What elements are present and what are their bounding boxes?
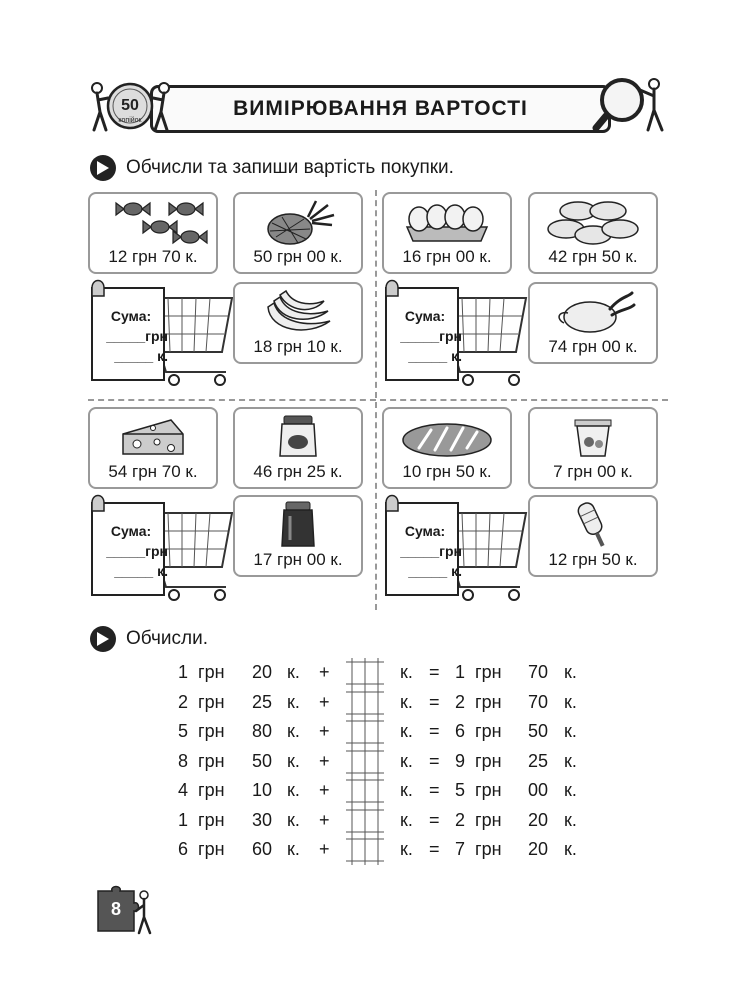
equation-row bbox=[178, 839, 598, 865]
result-uah: 9 bbox=[455, 751, 466, 771]
answer-cells[interactable] bbox=[344, 776, 386, 806]
price-label: 12 грн 50 к. bbox=[548, 550, 638, 569]
kop-label: к. bbox=[400, 810, 413, 830]
sum-kop-label: к. bbox=[157, 348, 168, 364]
honey-jar-icon bbox=[235, 413, 361, 461]
coin-logo bbox=[88, 76, 173, 136]
sum-kop-label: к. bbox=[451, 348, 462, 364]
sum-label: Сума: bbox=[110, 308, 152, 324]
sum-uah-blank[interactable]: _____ bbox=[400, 328, 440, 344]
price-label: 17 грн 00 к. bbox=[253, 550, 343, 569]
kop-label: к. bbox=[564, 839, 577, 859]
sum-kop-blank[interactable]: _____ bbox=[114, 348, 154, 364]
equals-sign: = bbox=[429, 721, 440, 741]
equation-row bbox=[178, 721, 598, 747]
sum-block bbox=[380, 276, 530, 388]
equals-sign: = bbox=[429, 751, 440, 771]
kop-label: к. bbox=[287, 751, 300, 771]
result-uah: 5 bbox=[455, 780, 466, 800]
addend-kop: 20 bbox=[252, 662, 273, 682]
task2-instruction: Обчисли. bbox=[126, 628, 209, 649]
sum-kop-label: к. bbox=[157, 563, 168, 579]
kop-label: к. bbox=[400, 721, 413, 741]
price-card-bananas bbox=[233, 282, 363, 364]
task1-header bbox=[90, 155, 454, 181]
result-uah: 7 bbox=[455, 839, 466, 859]
uah-label: грн bbox=[198, 839, 225, 859]
uah-label: грн bbox=[475, 751, 502, 771]
price-label: 54 грн 70 к. bbox=[108, 462, 198, 481]
sum-kop-blank[interactable]: _____ bbox=[408, 348, 448, 364]
result-kop: 50 bbox=[528, 721, 549, 741]
kop-label: к. bbox=[564, 780, 577, 800]
page-title bbox=[150, 85, 611, 133]
uah-label: грн bbox=[198, 780, 225, 800]
addend-kop: 25 bbox=[252, 692, 273, 712]
equals-sign: = bbox=[429, 780, 440, 800]
result-kop: 70 bbox=[528, 662, 549, 682]
addend-uah: 5 bbox=[178, 721, 189, 741]
sum-kop-blank[interactable]: _____ bbox=[114, 563, 154, 579]
kop-label: к. bbox=[287, 780, 300, 800]
kop-label: к. bbox=[287, 839, 300, 859]
price-label: 74 грн 00 к. bbox=[548, 337, 638, 356]
price-card-bread bbox=[382, 407, 512, 489]
plus-sign: + bbox=[319, 839, 330, 859]
equation-row bbox=[178, 780, 598, 806]
uah-label: грн bbox=[198, 721, 225, 741]
addend-uah: 4 bbox=[178, 780, 189, 800]
magnifier-icon bbox=[592, 70, 672, 136]
sausages-icon bbox=[530, 198, 656, 246]
uah-label: грн bbox=[198, 662, 225, 682]
sum-block bbox=[380, 491, 530, 603]
result-uah: 1 bbox=[455, 662, 466, 682]
plus-sign: + bbox=[319, 810, 330, 830]
sum-text bbox=[388, 306, 462, 366]
sum-label: Сума: bbox=[404, 308, 446, 324]
arrow-right-icon bbox=[90, 626, 116, 652]
cheese-icon bbox=[90, 413, 216, 461]
sum-uah-label: грн bbox=[439, 543, 462, 559]
kop-label: к. bbox=[400, 751, 413, 771]
eggs-icon bbox=[384, 198, 510, 246]
chicken-icon bbox=[530, 288, 656, 336]
sum-label: Сума: bbox=[404, 523, 446, 539]
logo-text: копійок bbox=[118, 117, 142, 124]
sum-uah-blank[interactable]: _____ bbox=[400, 543, 440, 559]
kop-label: к. bbox=[400, 839, 413, 859]
bread-icon bbox=[384, 413, 510, 461]
equation-row bbox=[178, 751, 598, 777]
sum-label: Сума: bbox=[110, 523, 152, 539]
page-number: 8 bbox=[110, 899, 121, 919]
yogurt-icon bbox=[530, 413, 656, 461]
uah-label: грн bbox=[198, 692, 225, 712]
answer-cells[interactable] bbox=[344, 688, 386, 718]
sum-uah-blank[interactable]: _____ bbox=[106, 543, 146, 559]
answer-cells[interactable] bbox=[344, 806, 386, 836]
equation-row bbox=[178, 810, 598, 836]
result-uah: 6 bbox=[455, 721, 466, 741]
addend-uah: 1 bbox=[178, 662, 189, 682]
addend-uah: 1 bbox=[178, 810, 189, 830]
result-uah: 2 bbox=[455, 692, 466, 712]
plus-sign: + bbox=[319, 662, 330, 682]
uah-label: грн bbox=[475, 780, 502, 800]
answer-cells[interactable] bbox=[344, 717, 386, 747]
price-card-chicken bbox=[528, 282, 658, 364]
addend-kop: 80 bbox=[252, 721, 273, 741]
kop-label: к. bbox=[564, 810, 577, 830]
equals-sign: = bbox=[429, 692, 440, 712]
addend-uah: 6 bbox=[178, 839, 189, 859]
price-label: 18 грн 10 к. bbox=[253, 337, 343, 356]
kop-label: к. bbox=[564, 692, 577, 712]
addend-kop: 10 bbox=[252, 780, 273, 800]
uah-label: грн bbox=[475, 692, 502, 712]
sum-block bbox=[86, 276, 236, 388]
price-label: 16 грн 00 к. bbox=[402, 247, 492, 266]
sum-text bbox=[94, 306, 168, 366]
sum-uah-label: грн bbox=[145, 328, 168, 344]
ice-cream-icon bbox=[530, 501, 656, 549]
price-label: 10 грн 50 к. bbox=[402, 462, 492, 481]
equation-row bbox=[178, 662, 598, 688]
plus-sign: + bbox=[319, 692, 330, 712]
uah-label: грн bbox=[475, 810, 502, 830]
answer-cells[interactable] bbox=[344, 835, 386, 865]
candies-icon bbox=[90, 198, 216, 246]
equals-sign: = bbox=[429, 810, 440, 830]
pineapple-icon bbox=[235, 198, 361, 246]
result-kop: 70 bbox=[528, 692, 549, 712]
result-uah: 2 bbox=[455, 810, 466, 830]
divider-horizontal bbox=[88, 399, 668, 401]
arrow-right-icon bbox=[90, 155, 116, 181]
answer-cells[interactable] bbox=[344, 747, 386, 777]
price-label: 50 грн 00 к. bbox=[253, 247, 343, 266]
kop-label: к. bbox=[564, 721, 577, 741]
price-card-candies bbox=[88, 192, 218, 274]
result-kop: 20 bbox=[528, 839, 549, 859]
uah-label: грн bbox=[198, 810, 225, 830]
kop-label: к. bbox=[564, 751, 577, 771]
uah-label: грн bbox=[198, 751, 225, 771]
uah-label: грн bbox=[475, 721, 502, 741]
sum-uah-label: грн bbox=[145, 543, 168, 559]
price-label: 46 грн 25 к. bbox=[253, 462, 343, 481]
price-label: 42 грн 50 к. bbox=[548, 247, 638, 266]
kop-label: к. bbox=[400, 692, 413, 712]
sum-text bbox=[388, 521, 462, 581]
task2-header bbox=[90, 626, 208, 652]
addend-kop: 60 bbox=[252, 839, 273, 859]
kop-label: к. bbox=[287, 662, 300, 682]
plus-sign: + bbox=[319, 751, 330, 771]
equation-row bbox=[178, 692, 598, 718]
bananas-icon bbox=[235, 288, 361, 336]
jam-jar-icon bbox=[235, 501, 361, 549]
price-card-honey bbox=[233, 407, 363, 489]
price-card-yogurt bbox=[528, 407, 658, 489]
price-label: 12 грн 70 к. bbox=[108, 247, 198, 266]
sum-text bbox=[94, 521, 168, 581]
addend-kop: 50 bbox=[252, 751, 273, 771]
plus-sign: + bbox=[319, 780, 330, 800]
task1-instruction: Обчисли та запиши вартість покупки. bbox=[126, 157, 454, 178]
price-card-cheese bbox=[88, 407, 218, 489]
price-card-jam bbox=[233, 495, 363, 577]
kop-label: к. bbox=[400, 780, 413, 800]
sum-kop-label: к. bbox=[451, 563, 462, 579]
addend-uah: 2 bbox=[178, 692, 189, 712]
page-title-text: ВИМІРЮВАННЯ ВАРТОСТІ bbox=[233, 97, 528, 120]
price-card-eggs bbox=[382, 192, 512, 274]
price-label: 7 грн 00 к. bbox=[553, 462, 633, 481]
answer-cells[interactable] bbox=[344, 658, 386, 688]
equals-sign: = bbox=[429, 662, 440, 682]
result-kop: 00 bbox=[528, 780, 549, 800]
sum-block bbox=[86, 491, 236, 603]
uah-label: грн bbox=[475, 662, 502, 682]
kop-label: к. bbox=[287, 721, 300, 741]
price-card-icecream bbox=[528, 495, 658, 577]
result-kop: 20 bbox=[528, 810, 549, 830]
page-number-badge bbox=[94, 885, 154, 937]
logo-number: 50 bbox=[121, 97, 139, 114]
kop-label: к. bbox=[287, 810, 300, 830]
result-kop: 25 bbox=[528, 751, 549, 771]
price-card-pineapple bbox=[233, 192, 363, 274]
kop-label: к. bbox=[564, 662, 577, 682]
sum-uah-label: грн bbox=[439, 328, 462, 344]
sum-kop-blank[interactable]: _____ bbox=[408, 563, 448, 579]
uah-label: грн bbox=[475, 839, 502, 859]
addend-uah: 8 bbox=[178, 751, 189, 771]
kop-label: к. bbox=[287, 692, 300, 712]
addend-kop: 30 bbox=[252, 810, 273, 830]
kop-label: к. bbox=[400, 662, 413, 682]
plus-sign: + bbox=[319, 721, 330, 741]
price-card-sausages bbox=[528, 192, 658, 274]
sum-uah-blank[interactable]: _____ bbox=[106, 328, 146, 344]
equals-sign: = bbox=[429, 839, 440, 859]
